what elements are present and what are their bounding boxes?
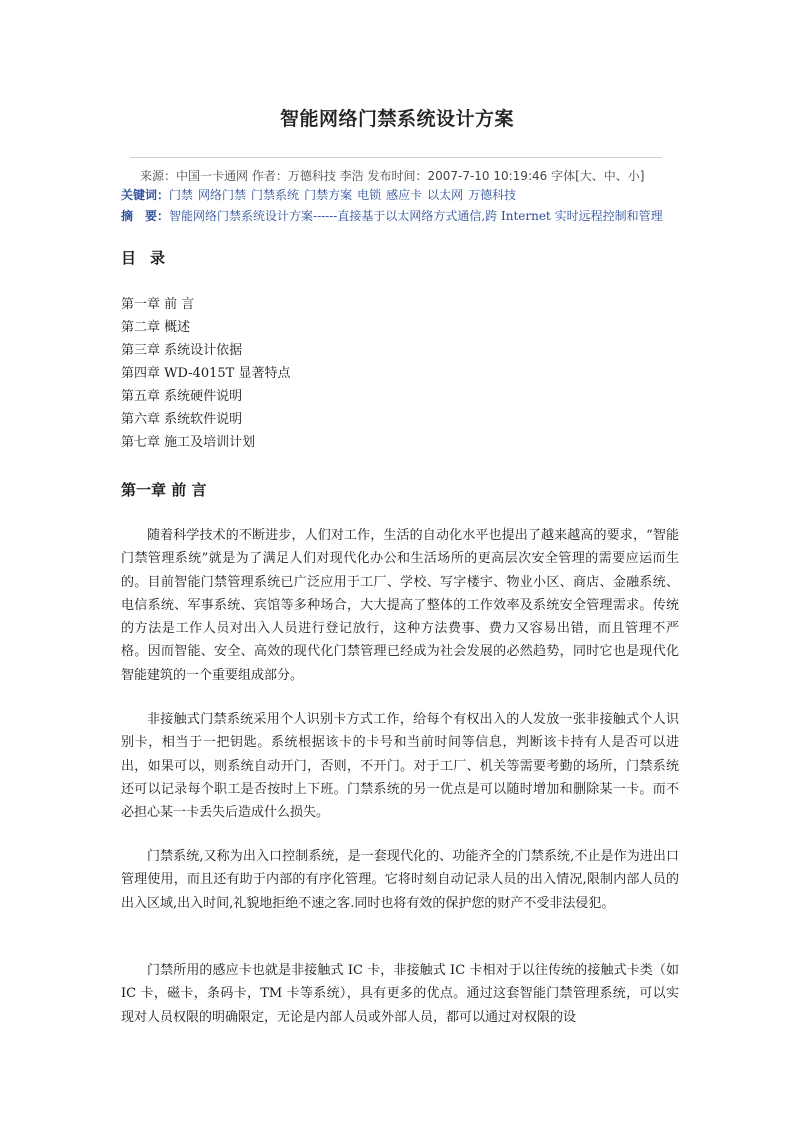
- keyword-link[interactable]: 电锁: [357, 188, 382, 202]
- body-paragraph: 非接触式门禁系统采用个人识别卡方式工作，给每个有权出入的人发放一张非接触式个人识别卡，相当于一把钥匙。系统根据该卡的卡号和当前时间等信息，判断该卡持有人是否可以进出，如果可以，则系统自动开门，否则，不开门。对于工厂、机关等需要考勤的场所，门禁系统还可以记录每个职工是否按时上下班。门禁系统的另一优点是可以随时增加和删除某一卡。而不必担心某一卡丢失后造成什么损失。: [121, 712, 679, 821]
- chapter-heading: 第一章 前 言: [121, 481, 207, 499]
- keywords-line: [121, 186, 521, 203]
- toc-item: 第二章 概述: [121, 320, 191, 335]
- document-title: 智能网络门禁系统设计方案: [279, 108, 514, 130]
- title-divider: [130, 157, 662, 158]
- abstract-text: 智能网络门禁系统设计方案------直接基于以太网络方式通信,跨 Internet 实时远程控制和管理: [169, 209, 663, 223]
- toc-item: 第五章 系统硬件说明: [121, 389, 243, 404]
- keyword-link[interactable]: 万德科技: [468, 188, 517, 202]
- keywords-label: 关键词：: [121, 188, 170, 202]
- keyword-link[interactable]: 以太网: [427, 188, 464, 202]
- toc-item: 第六章 系统软件说明: [121, 412, 243, 427]
- meta-line: 来源：中国一卡通网 作者：万德科技 李浩 发布时间：2007-7-10 10:19:46 字体[大、中、小]: [140, 169, 645, 183]
- toc-item: 第四章 WD-4015T 显著特点: [121, 366, 291, 381]
- keyword-link[interactable]: 门禁系统: [251, 188, 300, 202]
- body-paragraph: 门禁所用的感应卡也就是非接触式 IC 卡，非接触式 IC 卡相对于以往传统的接触式卡类（如 IC 卡，磁卡，条码卡，TM 卡等系统），具有更多的优点。通过这套智能门禁管理系统，可以实现对人员权限的明确限定，无论是内部人员或外部人员，都可以通过对权限的设: [121, 963, 679, 1025]
- abstract-label: 摘 要：: [121, 209, 170, 223]
- keyword-link[interactable]: 网络门禁: [198, 188, 247, 202]
- keyword-link[interactable]: 门禁: [169, 188, 194, 202]
- body-paragraph: 随着科学技术的不断进步，人们对工作，生活的自动化水平也提出了越来越高的要求，“智能门禁管理系统”就是为了满足人们对现代化办公和生活场所的更高层次安全管理的需要应运而生的。目前智能门禁管理系统已广泛应用于工厂、学校、写字楼宇、物业小区、商店、金融系统、电信系统、军事系统、宾馆等多种场合，大大提高了整体的工作效率及系统安全管理需求。传统的方法是工作人员对出入人员进行登记放行，这种方法费事、费力又容易出错，而且管理不严格。因而智能、安全、高效的现代化门禁管理已经成为社会发展的必然趋势，同时它也是现代化智能建筑的一个重要组成部分。: [121, 528, 679, 683]
- keyword-link[interactable]: 感应卡: [386, 188, 423, 202]
- toc-item: 第七章 施工及培训计划: [121, 435, 256, 450]
- body-paragraph: 门禁系统,又称为出入口控制系统，是一套现代化的、功能齐全的门禁系统,不止是作为进出口管理使用，而且还有助于内部的有序化管理。它将时刻自动记录人员的出入情况,限制内部人员的出入区域,出入时间,礼貌地拒绝不速之客.同时也将有效的保护您的财产不受非法侵犯。: [121, 849, 679, 911]
- table-of-contents: [121, 293, 290, 454]
- abstract-line: [121, 207, 663, 224]
- toc-item: 第一章 前 言: [121, 297, 195, 312]
- toc-heading: 目录: [121, 249, 180, 267]
- toc-item: 第三章 系统设计依据: [121, 343, 243, 358]
- keyword-link[interactable]: 门禁方案: [304, 188, 353, 202]
